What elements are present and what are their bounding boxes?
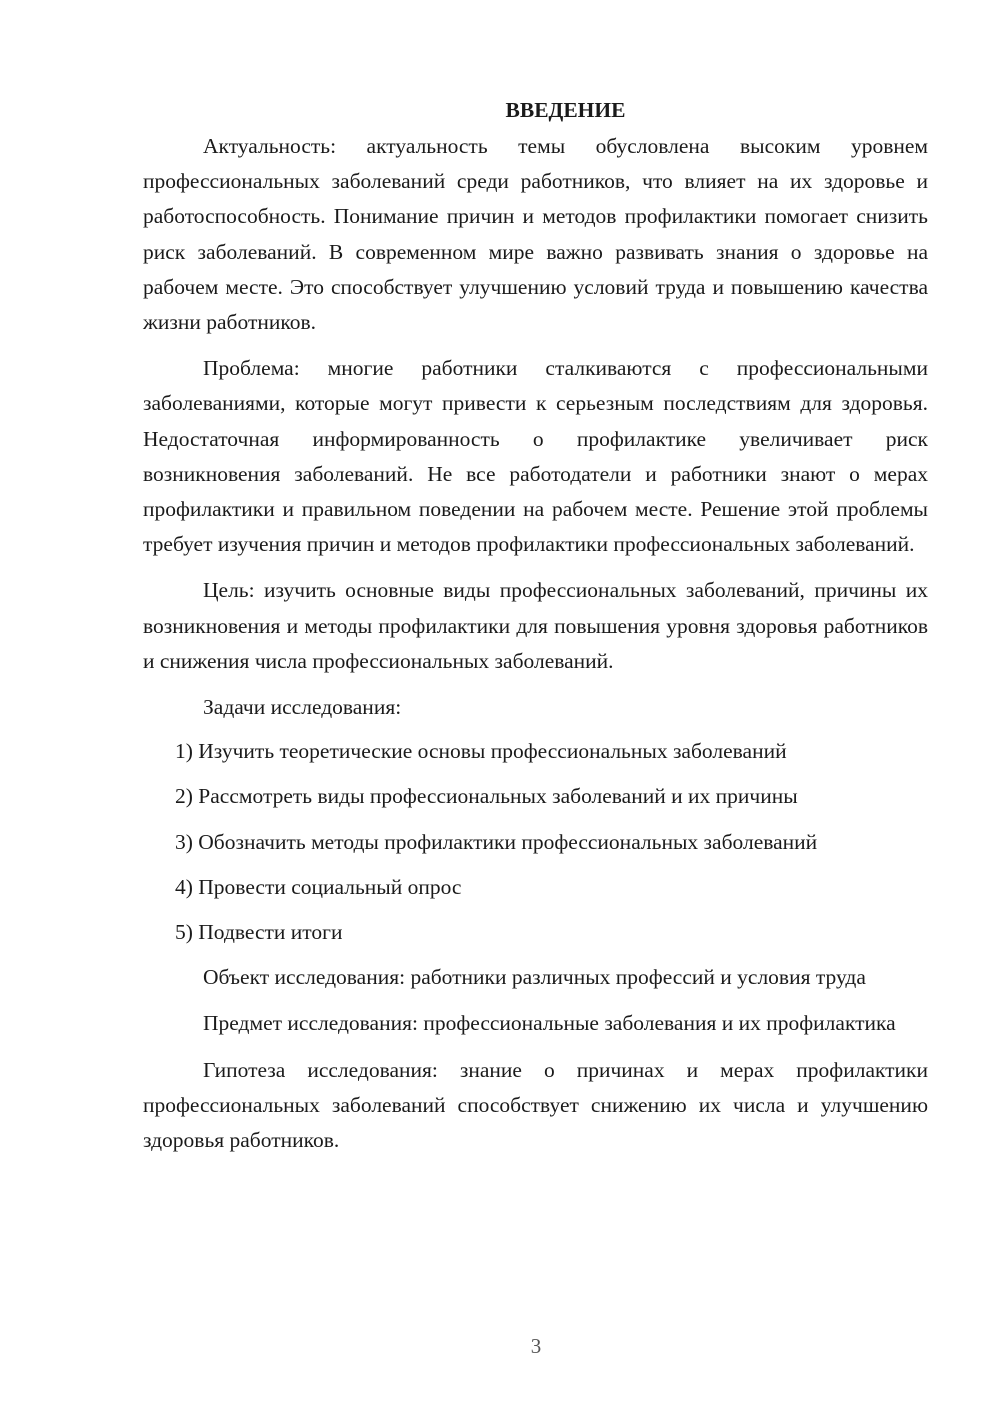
- tasks-label: Задачи исследования:: [203, 695, 402, 720]
- task-item: 1) Изучить теоретические основы профессиональных заболеваний: [175, 739, 787, 764]
- goal-paragraph: Цель: изучить основные виды профессиональных заболеваний, причины их возникновения и методы профилактики для повышения уровня здоровья работников и снижения числа профессиональных заболеваний.: [143, 578, 928, 673]
- relevance-paragraph: Актуальность: актуальность темы обусловлена высоким уровнем профессиональных заболеваний среди работников, что влияет на их здоровье и работоспособность. Понимание причин и методов профилактики помогает снизить риск заболеваний. В современном мире важно развивать знания о здоровье на рабочем месте. Это способствует улучшению условий труда и повышению качества жизни работников.: [143, 134, 928, 335]
- document-body: [143, 95, 928, 1158]
- hypothesis-paragraph: Гипотеза исследования: знание о причинах и мерах профилактики профессиональных заболеваний способствует снижению их числа и улучшению здоровья работников.: [143, 1057, 928, 1153]
- task-item: 4) Провести социальный опрос: [175, 874, 462, 899]
- object-paragraph: Объект исследования: работники различных профессий и условия труда: [203, 965, 866, 990]
- task-item: 5) Подвести итоги: [175, 920, 343, 945]
- problem-paragraph: Проблема: многие работники сталкиваются с профессиональными заболеваниями, которые могут привести к серьезным последствиям для здоровья. Недостаточная информированность о профилактике увеличивает риск возникновения заболеваний. Не все работодатели и работники знают о мерах профилактики и правильном поведении на рабочем месте. Решение этой проблемы требует изучения причин и методов профилактики профессиональных заболеваний.: [143, 356, 928, 557]
- task-item: 3) Обозначить методы профилактики профессиональных заболеваний: [175, 829, 818, 854]
- tasks-list: [143, 734, 928, 950]
- subject-paragraph: Предмет исследования: профессиональные заболевания и их профилактика: [203, 1011, 896, 1036]
- section-title: ВВЕДЕНИЕ: [505, 98, 626, 122]
- page-number: 3: [530, 1334, 542, 1358]
- task-item: 2) Рассмотреть виды профессиональных заболеваний и их причины: [175, 784, 798, 809]
